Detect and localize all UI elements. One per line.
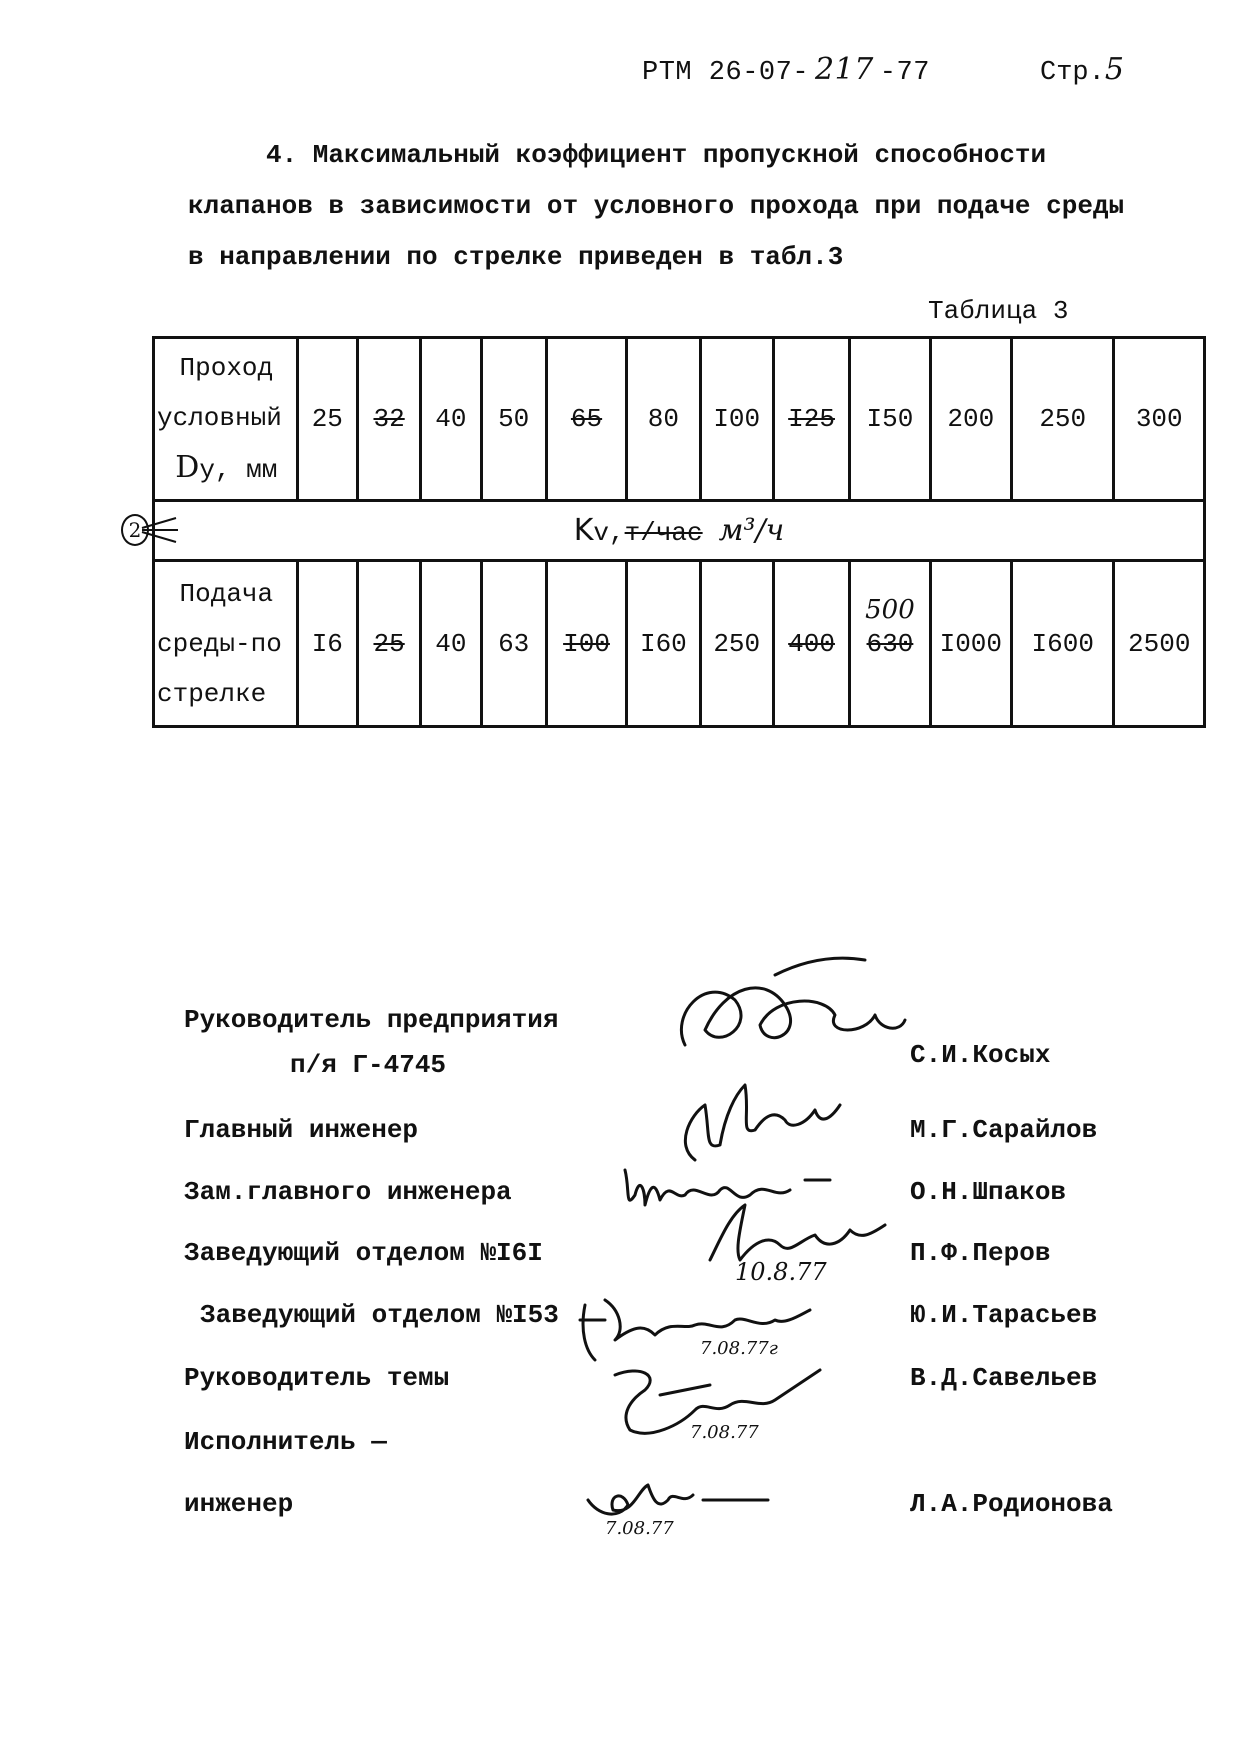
- signature-title: Заведующий отделом №I6I: [184, 1238, 543, 1268]
- document-code-suffix: -77: [879, 58, 930, 88]
- signature-date: 7.08.77: [605, 1518, 674, 1539]
- document-code: [642, 52, 930, 88]
- dn-cell: 25: [297, 338, 357, 501]
- handwritten-correction: 500: [865, 594, 915, 625]
- row3-header-line1: Подача: [179, 578, 274, 609]
- dn-cell: 80: [627, 338, 700, 501]
- signature-date: 7.08.77г: [700, 1338, 778, 1359]
- page-number-handwritten: 5: [1104, 52, 1124, 87]
- section-4-paragraph: [188, 130, 1188, 283]
- signature-title-line2: п/я Г-4745: [290, 1050, 447, 1080]
- kv-cell: I00: [546, 561, 626, 727]
- kv-cell: I60: [627, 561, 700, 727]
- signature-name: В.Д.Савельев: [910, 1363, 1098, 1393]
- dn-cell: 300: [1114, 338, 1205, 501]
- signature-date: 7.08.77: [690, 1422, 759, 1443]
- page-label: Стр.: [1040, 58, 1105, 88]
- signature-title: Зам.главного инженера: [184, 1177, 512, 1207]
- paragraph-line-2: клапанов в зависимости от условного прохода при подаче среды: [188, 191, 1125, 221]
- signature-name: М.Г.Сарайлов: [910, 1115, 1098, 1145]
- document-code-prefix: РТМ 26-07-: [642, 58, 810, 88]
- signature-kosykh-icon: [665, 955, 915, 1070]
- dn-cell: I50: [850, 338, 930, 501]
- row1-header-line3: Dу, мм: [175, 450, 278, 485]
- signature-title: Руководитель предприятия: [184, 1005, 559, 1035]
- signature-name: П.Ф.Перов: [910, 1238, 1051, 1268]
- signature-name: О.Н.Шпаков: [910, 1177, 1067, 1207]
- kv-cell: I600: [1012, 561, 1114, 727]
- row3-header: [154, 561, 298, 727]
- document-number-handwritten: 217: [815, 52, 874, 87]
- row3-header-line3: стрелке: [157, 678, 267, 709]
- row-flow-coefficient: [154, 561, 1205, 727]
- margin-revision-mark: 2: [121, 514, 149, 546]
- page-number: [1040, 52, 1124, 88]
- kv-unit-cell: Kv,т/час м³/ч: [154, 501, 1205, 561]
- signature-title: Исполнитель —: [184, 1427, 387, 1457]
- dn-cell: I25: [773, 338, 849, 501]
- kv-cell: 250: [700, 561, 773, 727]
- kv-cell: I000: [930, 561, 1011, 727]
- row-kv-unit: [154, 501, 1205, 561]
- dn-cell: 50: [481, 338, 546, 501]
- signature-title-line2: инженер: [184, 1489, 294, 1519]
- kv-cell: 2500: [1114, 561, 1205, 727]
- dn-cell: I00: [700, 338, 773, 501]
- table-3: [152, 336, 1206, 728]
- kv-cell: I6: [297, 561, 357, 727]
- row3-header-line2: среды-по: [157, 628, 282, 659]
- kv-cell: 25: [357, 561, 420, 727]
- signature-title: Заведующий отделом №I53: [200, 1300, 559, 1330]
- kv-cell: 400: [773, 561, 849, 727]
- row1-header: [154, 338, 298, 501]
- signature-name: Ю.И.Тарасьев: [910, 1300, 1098, 1330]
- paragraph-line-1: 4. Максимальный коэффициент пропускной способности: [266, 140, 1047, 170]
- kv-cell: 40: [421, 561, 481, 727]
- table-title: Таблица 3: [928, 296, 1069, 326]
- kv-cell-corrected: 500 630: [850, 561, 930, 727]
- dn-cell: 40: [421, 338, 481, 501]
- paragraph-line-3: в направлении по стрелке приведен в табл.3: [188, 242, 844, 272]
- signature-name: Л.А.Родионова: [910, 1489, 1113, 1519]
- signature-date: 10.8.77: [735, 1258, 827, 1286]
- signature-title: Руководитель темы: [184, 1363, 450, 1393]
- row-nominal-diameter: [154, 338, 1205, 501]
- dn-cell: 65: [546, 338, 626, 501]
- signature-name: С.И.Косых: [910, 1040, 1051, 1070]
- signature-title: Главный инженер: [184, 1115, 419, 1145]
- row1-header-line2: условный: [157, 403, 282, 433]
- kv-cell: 63: [481, 561, 546, 727]
- dn-cell: 200: [930, 338, 1011, 501]
- row1-header-line1: Проход: [179, 353, 274, 383]
- dn-cell: 32: [357, 338, 420, 501]
- dn-cell: 250: [1012, 338, 1114, 501]
